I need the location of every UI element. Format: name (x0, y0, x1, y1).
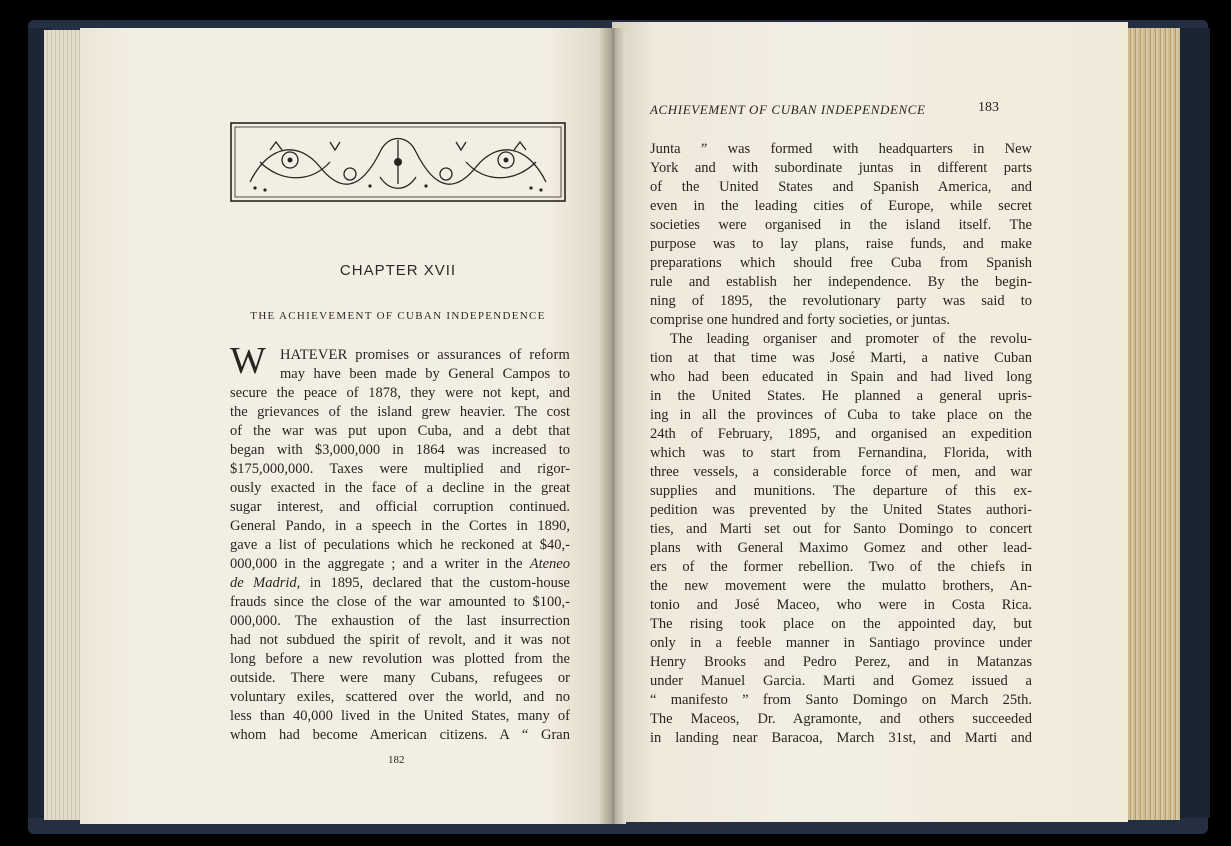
text-line: tion at that time was José Marti, a native Cuban (650, 350, 1032, 366)
text-line: long before a new revolution was plotted from the (230, 651, 570, 667)
page-stack-left (44, 30, 84, 820)
text-line: the grievances of the island grew heavier. The cost (230, 404, 570, 420)
text-line: General Pando, in a speech in the Cortes in 1890, (230, 518, 570, 534)
text-line: only in a feeble manner in Santiago province under (650, 635, 1032, 651)
page-stack-right (1128, 28, 1180, 820)
text-line: “ manifesto ” from Santo Domingo on March 25th. (650, 692, 1032, 708)
text-line: may have been made by General Campos to (280, 366, 570, 382)
text-line: York and with subordinate juntas in different parts (650, 160, 1032, 176)
chapter-heading: CHAPTER XVII (339, 262, 457, 279)
text-line: three vessels, a considerable force of men, and war (650, 464, 1032, 480)
text-line: in the United States. He planned a general upris- (650, 388, 1032, 404)
text-line: The rising took place on the appointed day, but (650, 616, 1032, 632)
text-line: began with $3,000,000 in 1864 was increased to (230, 442, 570, 458)
text-line: purpose was to lay plans, raise funds, and make (650, 236, 1032, 252)
text-line: Henry Brooks and Pedro Perez, and in Matanzas (650, 654, 1032, 670)
text-line: supplies and munitions. The departure of this ex- (650, 483, 1032, 499)
page-number-right: 183 (978, 100, 999, 115)
text-line: preparations which should free Cuba from Spanish (650, 255, 1032, 271)
cover-edge-right (1180, 28, 1210, 818)
text-line: outside. There were many Cubans, refugees or (230, 670, 570, 686)
text-line: tonio and José Maceo, who were in Costa Rica. (650, 597, 1032, 613)
text-line: the new movement were the mulatto brothers, An- (650, 578, 1032, 594)
text-line: frauds since the close of the war amounted to $100,- (230, 594, 570, 610)
text-line: ties, and Marti set out for Santo Domingo to concert (650, 521, 1032, 537)
text-line: 000,000 in the aggregate ; and a writer in the Ateneo (230, 556, 570, 572)
text-line: pedition was prevented by the United States authori- (650, 502, 1032, 518)
text-line: had not subdued the spirit of revolt, and it was not (230, 632, 570, 648)
text-line: $175,000,000. Taxes were multiplied and rigor- (230, 461, 570, 477)
text-line: of the United States and Spanish America, and (650, 179, 1032, 195)
text-line: plans with General Maximo Gomez and other lead- (650, 540, 1032, 556)
text-line: ing in all the provinces of Cuba to take place on the (650, 407, 1032, 423)
chapter-subtitle: THE ACHIEVEMENT OF CUBAN INDEPENDENCE (250, 310, 546, 322)
text-line: ously exacted in the face of a decline in the great (230, 480, 570, 496)
text-line: voluntary exiles, scattered over the world, and no (230, 689, 570, 705)
book-gutter (600, 28, 626, 824)
ornament-icon (230, 122, 566, 202)
text-line: who had been educated in Spain and had lived long (650, 369, 1032, 385)
text-line: ers of the former rebellion. Two of the chiefs in (650, 559, 1032, 575)
text-line: HATEVER promises or assurances of reform (280, 347, 570, 363)
drop-cap: W (230, 340, 266, 382)
text-line: which was to start from Fernandina, Florida, with (650, 445, 1032, 461)
text-line: whom had become American citizens. A “ Gran (230, 727, 570, 743)
text-line: Junta ” was formed with headquarters in New (650, 141, 1032, 157)
text-line: societies were organised in the island itself. The (650, 217, 1032, 233)
text-line: less than 40,000 lived in the United States, many of (230, 708, 570, 724)
text-line: 000,000. The exhaustion of the last insurrection (230, 613, 570, 629)
text-line: gave a list of peculations which he reckoned at $40,- (230, 537, 570, 553)
text-line: The Maceos, Dr. Agramonte, and others succeeded (650, 711, 1032, 727)
text-line: de Madrid, in 1895, declared that the custom-house (230, 575, 570, 591)
text-line: secure the peace of 1878, they were not kept, and (230, 385, 570, 401)
text-line: comprise one hundred and forty societies, or juntas. (650, 312, 950, 328)
running-head: ACHIEVEMENT OF CUBAN INDEPENDENCE (650, 102, 926, 117)
text-line: of the war was put upon Cuba, and a debt that (230, 423, 570, 439)
text-line: sugar interest, and official corruption continued. (230, 499, 570, 515)
text-line: rule and establish her independence. By the begin- (650, 274, 1032, 290)
text-line: under Manuel Garcia. Marti and Gomez issued a (650, 673, 1032, 689)
text-line: even in the leading cities of Europe, while secret (650, 198, 1032, 214)
text-line: The leading organiser and promoter of the revolu- (670, 331, 1032, 347)
text-line: ning of 1895, the revolutionary party was said to (650, 293, 1032, 309)
page-number-left: 182 (388, 754, 405, 766)
text-line: 24th of February, 1895, and organised an expedition (650, 426, 1032, 442)
text-line: in landing near Baracoa, March 31st, and Marti and (650, 730, 1032, 746)
